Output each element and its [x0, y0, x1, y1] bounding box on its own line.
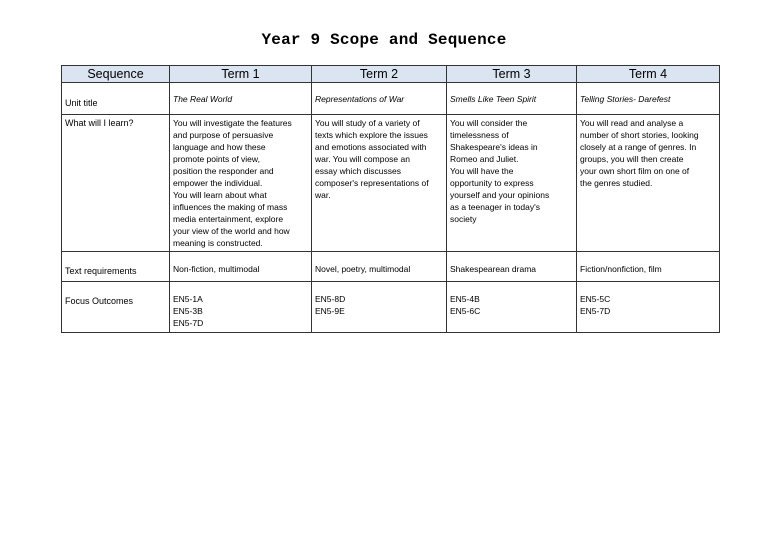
cell-learn-term-4: You will read and analyse a number of short stories, looking closely at a range of genres. In groups, you will then create your own short film on one of the genres studied.: [577, 115, 720, 252]
table-row-unit-title: [62, 83, 720, 115]
column-header-term-3: Term 3: [447, 66, 577, 83]
cell-text-req-term-4: Fiction/nonfiction, film: [577, 252, 720, 282]
table-row-focus-outcomes: [62, 282, 720, 333]
cell-focus-term-3: EN5-4B EN5-6C: [447, 282, 577, 333]
cell-focus-term-2: EN5-8D EN5-9E: [312, 282, 447, 333]
row-label-what-will-i-learn: What will I learn?: [62, 115, 170, 252]
cell-learn-term-2: You will study of a variety of texts which explore the issues and emotions associated with war. You will compose an essay which discusses composer's representations of war.: [312, 115, 447, 252]
table-header-row: [62, 66, 720, 83]
column-header-term-2: Term 2: [312, 66, 447, 83]
row-label-unit-title: Unit title: [62, 83, 170, 115]
cell-learn-term-1: You will investigate the features and purpose of persuasive language and how these promote points of view, position the responder and empower the individual. You will learn about what influences the making of mass media entertainment, explore your view of the world and how meaning is constructed.: [170, 115, 312, 252]
column-header-sequence: Sequence: [62, 66, 170, 83]
row-label-focus-outcomes: Focus Outcomes: [62, 282, 170, 333]
column-header-term-1: Term 1: [170, 66, 312, 83]
table-row-text-requirements: [62, 252, 720, 282]
cell-learn-term-3: You will consider the timelessness of Shakespeare's ideas in Romeo and Juliet. You will have the opportunity to express yourself and your opinions as a teenager in today's society: [447, 115, 577, 252]
scope-sequence-table: [61, 65, 720, 333]
cell-unit-title-term-2: Representations of War: [312, 83, 447, 115]
cell-unit-title-term-4: Telling Stories- Darefest: [577, 83, 720, 115]
cell-text-req-term-3: Shakespearean drama: [447, 252, 577, 282]
cell-unit-title-term-3: Smells Like Teen Spirit: [447, 83, 577, 115]
cell-text-req-term-1: Non-fiction, multimodal: [170, 252, 312, 282]
cell-focus-term-4: EN5-5C EN5-7D: [577, 282, 720, 333]
column-header-term-4: Term 4: [577, 66, 720, 83]
table-row-what-will-i-learn: [62, 115, 720, 252]
cell-text-req-term-2: Novel, poetry, multimodal: [312, 252, 447, 282]
cell-unit-title-term-1: The Real World: [170, 83, 312, 115]
cell-focus-term-1: EN5-1A EN5-3B EN5-7D: [170, 282, 312, 333]
page-title: Year 9 Scope and Sequence: [261, 31, 507, 49]
row-label-text-requirements: Text requirements: [62, 252, 170, 282]
